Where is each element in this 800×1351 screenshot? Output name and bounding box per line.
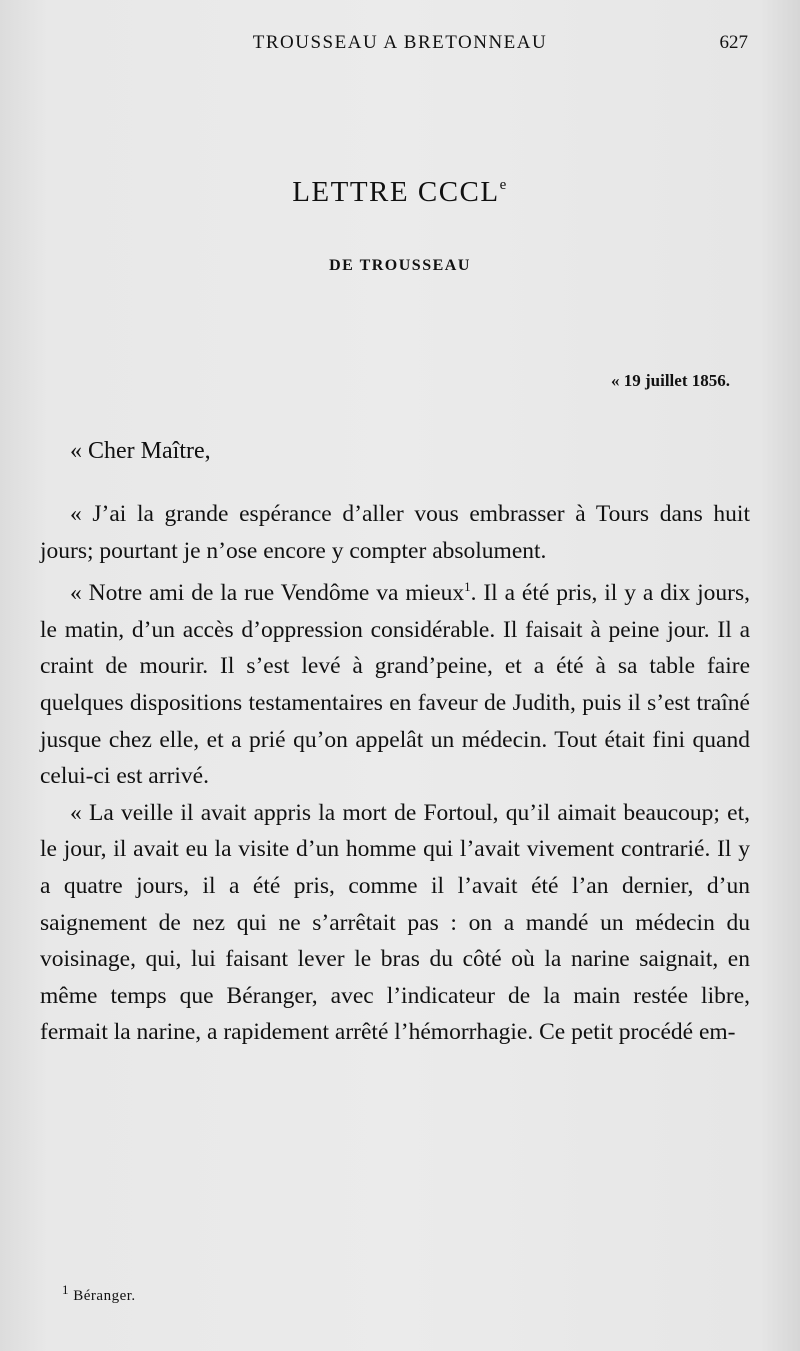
letter-title-text: LETTRE CCCL	[292, 176, 500, 208]
paragraph-2-rest: . Il a été pris, il y a dix jours, le matin, d’un accès d’oppression considérable. Il faisait à peine jour. Il a craint de mourir. Il s’est levé à grand’peine, et a été à sa table faire quelques dispositions testamentaires en faveur de Judith, puis il s’est traîné jusque chez elle, et a prié qu’on appelât un médecin. Tout était fini quand celui-ci est arrivé.	[40, 580, 750, 790]
letter-author: DE TROUSSEAU	[329, 257, 471, 274]
footnote-marker: 1	[62, 1282, 69, 1297]
salutation: « Cher Maître,	[70, 438, 211, 464]
page-number: 627	[719, 32, 748, 53]
letter-title	[0, 176, 800, 209]
paragraph-2	[40, 569, 750, 795]
paragraph-3: « La veille il avait appris la mort de Fortoul, qu’il aimait beaucoup; et, le jour, il avait eu la visite d’un homme qui l’avait vivement contrarié. Il y a quatre jours, il a été pris, comme il l’avait été l’an dernier, d’un saignement de nez qui ne s’arrêtait pas : on a mandé un médecin du voisinage, qui, lui faisant lever le bras du côté où la narine saignait, en même temps que Béranger, avec l’indicateur de la main restée libre, fermait la narine, a rapidement arrêté l’hémorrhagie. Ce petit procédé em-	[40, 799, 750, 1046]
running-head	[40, 32, 760, 62]
footnote-text: Béranger.	[73, 1288, 136, 1304]
letter-date: « 19 juillet 1856.	[611, 371, 730, 390]
footnote-ref: 1	[464, 579, 471, 595]
paragraph-2-start: « Notre ami de la rue Vendôme va mieux	[70, 580, 465, 607]
running-title: TROUSSEAU A BRETONNEAU	[252, 32, 548, 53]
letter-title-superscript: e	[499, 177, 508, 193]
letter-body	[40, 496, 750, 1051]
footnote	[62, 1282, 136, 1305]
paragraph-1: « J’ai la grande espérance d’aller vous embrasser à Tours dans huit jours; pourtant je n’ose encore y compter absolument.	[40, 501, 750, 564]
